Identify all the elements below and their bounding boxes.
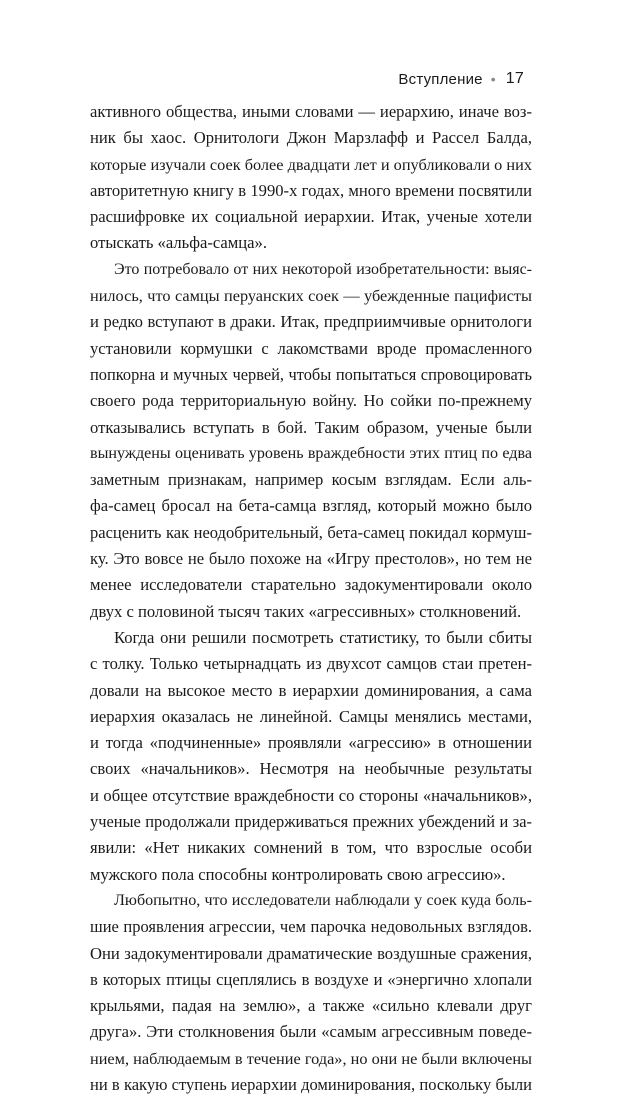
page-number: 17 (505, 70, 524, 87)
text-line: установили кормушки с лакомствами вроде промасленного (90, 338, 532, 358)
text-line: ку. Это вовсе не было похоже на «Игру престолов», но тем не (90, 549, 532, 569)
text-line: расценить как неодобрительный, бета-самец покидал кормуш- (90, 522, 532, 542)
text-line: с толку. Только четырнадцать из двухсот самцов стаи претен- (90, 654, 532, 674)
text-line: и общее отсутствие враждебности со стороны «начальников», (90, 785, 532, 805)
text-line: заметным признакам, например косым взглядам. Если аль- (90, 470, 532, 490)
text-line: Они задокументировали драматические воздушные сражения, (90, 943, 532, 963)
text-line: явили: «Нет никаких сомнений в том, что взрослые особи (90, 838, 532, 858)
text-line: друга». Эти столкновения были «самым агрессивным поведе- (90, 1022, 532, 1042)
text-line: менее исследователи старательно задокументировали около (90, 575, 532, 595)
body-text (90, 99, 532, 1098)
text-line: нием, наблюдаемым в течение года», но они не были включены (90, 1048, 532, 1068)
text-line: вынуждены оценивать уровень враждебности этих птиц по едва (90, 444, 532, 462)
text-line: и тогда «подчиненные» проявляли «агрессию» в отношении (90, 733, 532, 753)
header-bullet: • (490, 71, 496, 87)
text-line: и редко вступают в драки. Итак, предприимчивые орнитологи (90, 312, 532, 332)
text-line: Когда они решили посмотреть статистику, то были сбиты (114, 627, 532, 647)
text-line: двух с половиной тысяч таких «агрессивных» столкновений. (90, 601, 522, 621)
text-line: своих «начальников». Несмотря на необычные результаты (90, 759, 532, 779)
text-line: отказывались вступать в бой. Таким образом, ученые были (90, 417, 532, 437)
text-line: иерархия оказалась не линейной. Самцы менялись местами, (90, 706, 532, 726)
text-line: в которых птицы сцеплялись в воздухе и «энергично хлопали (90, 969, 532, 989)
text-line: нилось, что самцы перуанских соек — убежденные пацифисты (90, 286, 532, 306)
text-line: авторитетную книгу в 1990-х годах, много времени посвятили (90, 180, 532, 200)
text-line: которые изучали соек более двадцати лет и опубликовали о них (90, 154, 532, 174)
running-header (398, 70, 524, 88)
text-line: довали на высокое место в иерархии доминирования, а сама (90, 680, 532, 700)
text-line: мужского пола способны контролировать свою агрессию». (90, 864, 506, 884)
text-line: ученые продолжали придерживаться прежних убеждений и за- (90, 812, 532, 832)
text-line: отыскать «альфа-самца». (90, 233, 267, 253)
text-line: попкорна и мучных червей, чтобы попытаться спровоцировать (90, 364, 532, 384)
text-line: фа-самец бросал на бета-самца взгляд, который можно было (90, 496, 532, 516)
text-line: ни в какую ступень иерархии доминирования, поскольку были (90, 1074, 532, 1094)
text-line: крыльями, падая на землю», а также «сильно клевали друг (90, 996, 532, 1016)
text-line: расшифровке их социальной иерархии. Итак, ученые хотели (90, 207, 532, 227)
text-line: Любопытно, что исследователи наблюдали у соек куда боль- (114, 891, 532, 909)
text-line: своего рода территориальную войну. Но сойки по-прежнему (90, 391, 532, 411)
chapter-title: Вступление (398, 70, 483, 88)
text-line: ник бы хаос. Орнитологи Джон Марзлафф и Рассел Балда, (90, 128, 532, 148)
text-line: активного общества, иными словами — иерархию, иначе воз- (90, 102, 532, 121)
text-line: шие проявления агрессии, чем парочка недовольных взглядов. (90, 917, 532, 937)
text-line: Это потребовало от них некоторой изобретательности: выяс- (114, 260, 532, 278)
